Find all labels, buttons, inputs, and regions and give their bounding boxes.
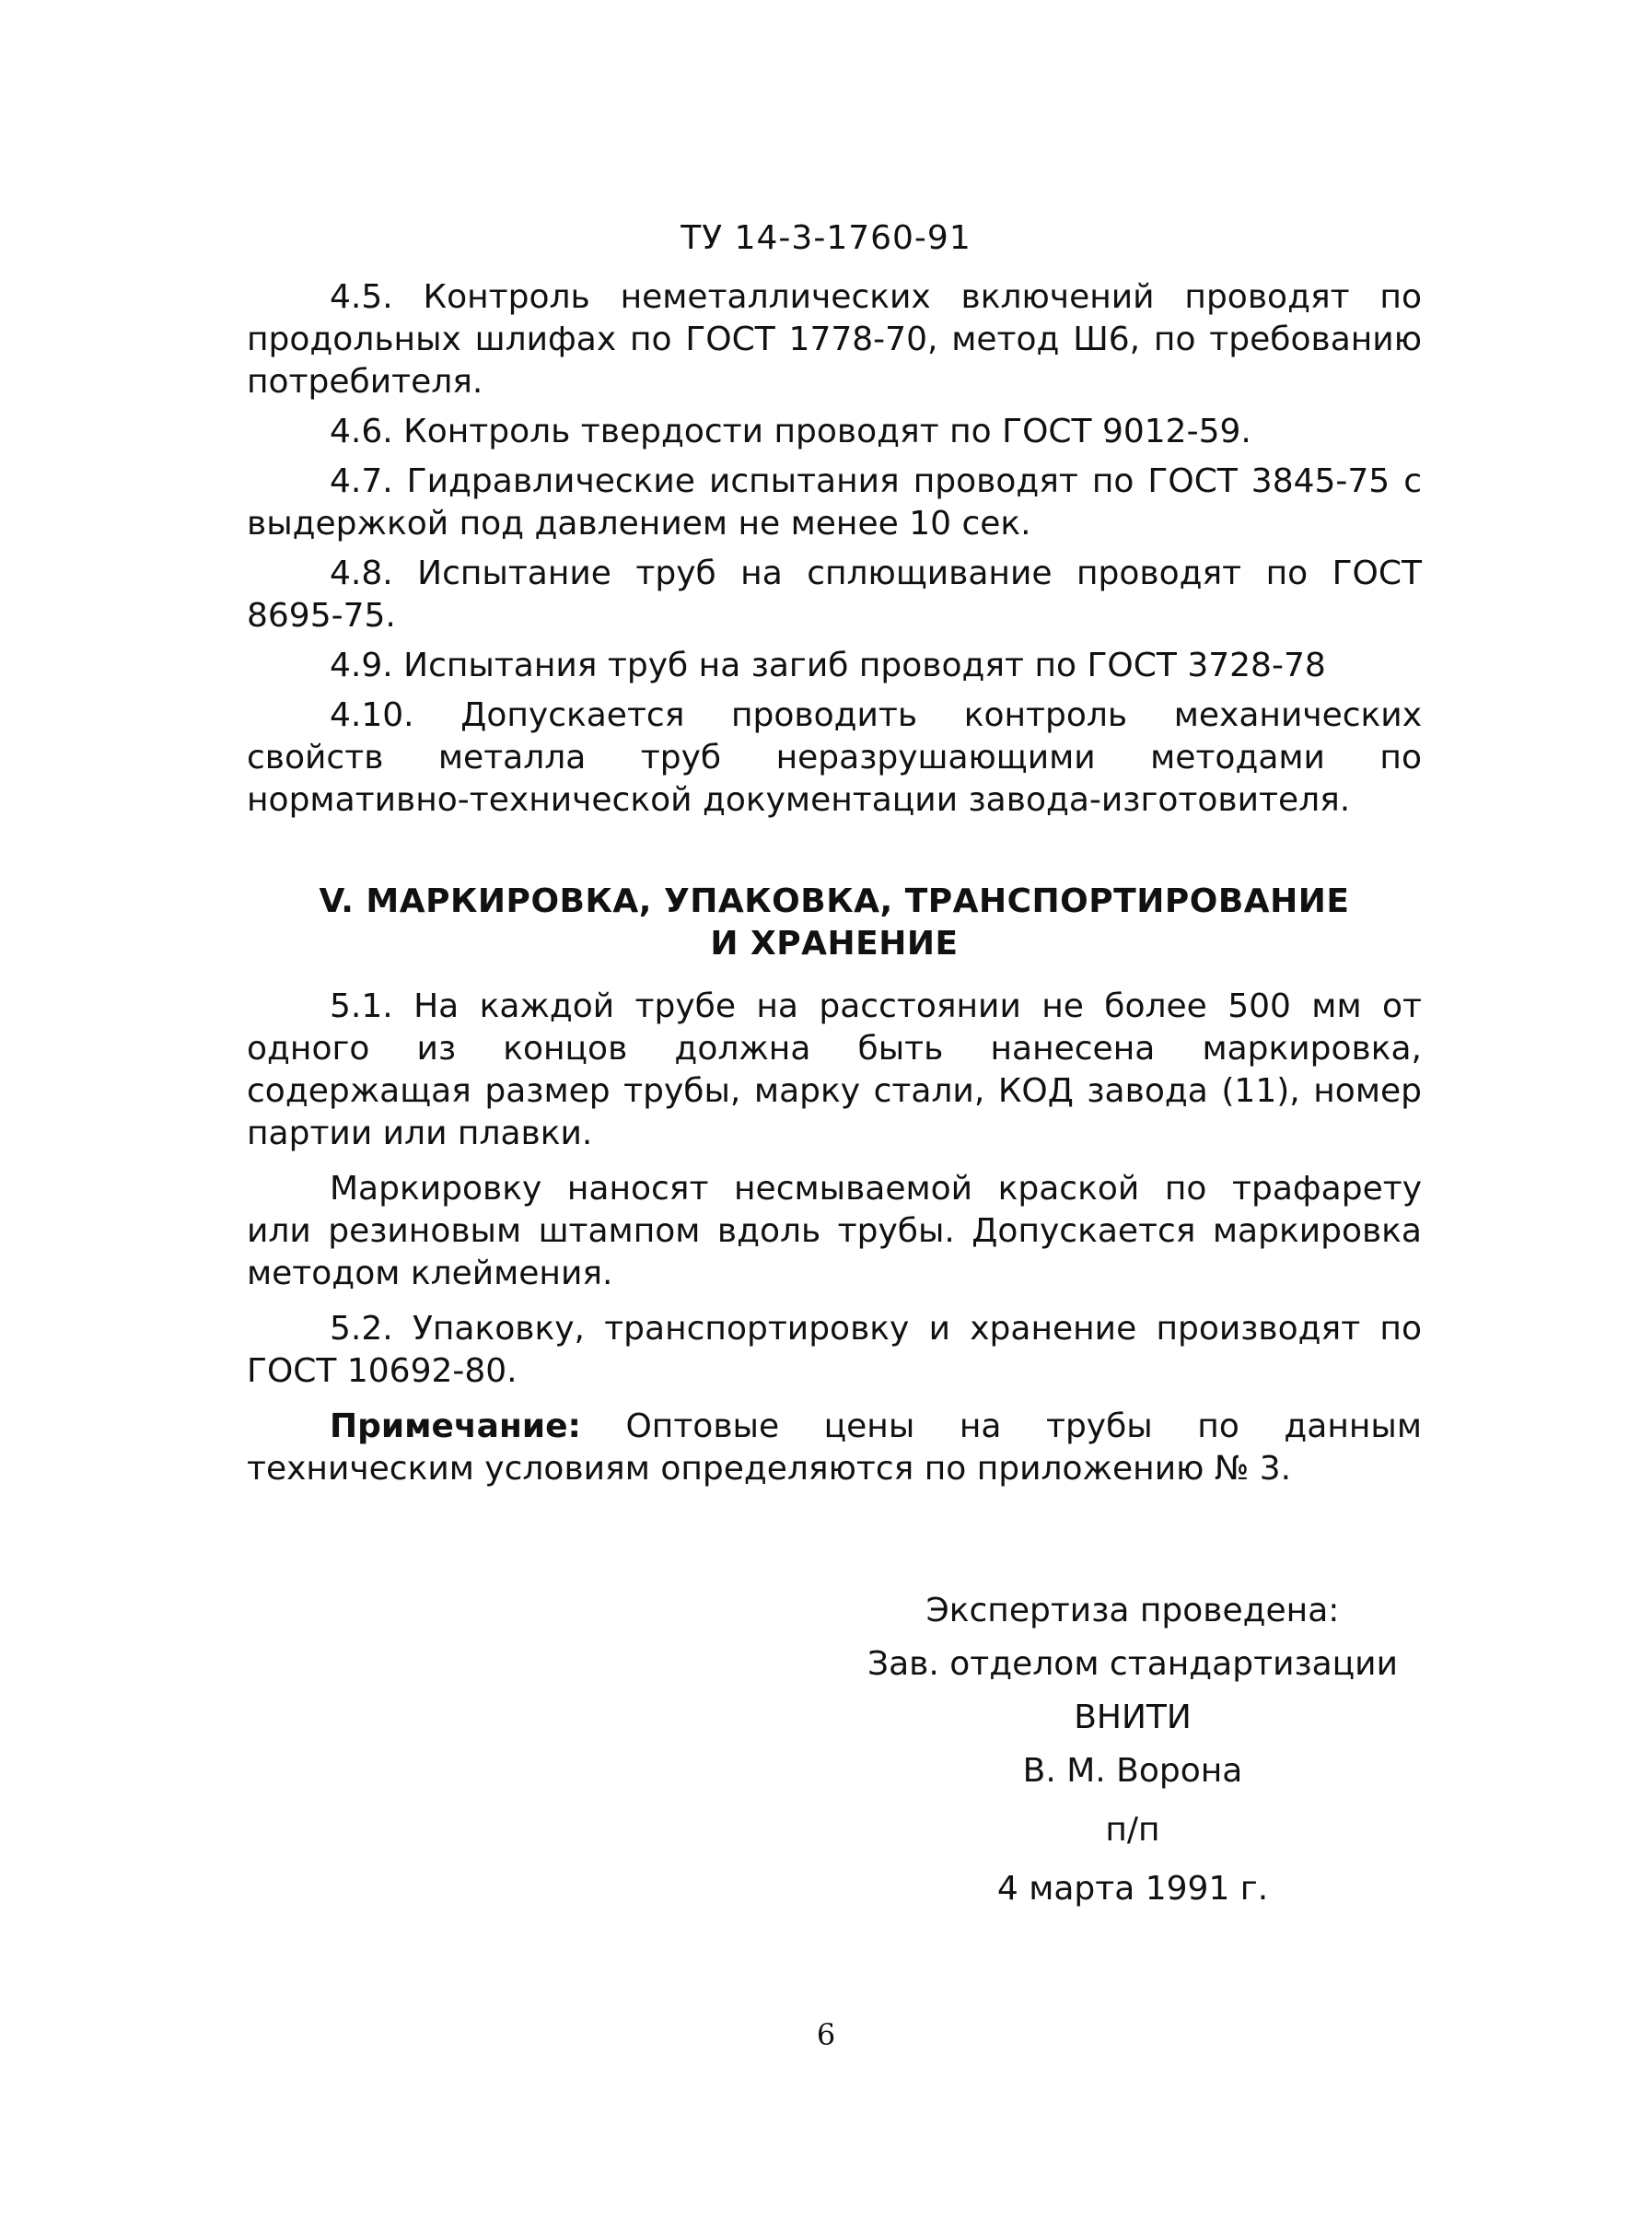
signature-line-signed: п/п [1105, 1811, 1160, 1849]
section-5-title [247, 881, 1422, 965]
note-text: Оптовые цены на трубы по данным техническим условиям определяются по приложению № 3. [247, 1407, 1422, 1488]
page-number: 6 [816, 2017, 836, 2052]
signature-line-name: В. М. Ворона [1022, 1752, 1243, 1790]
paragraph-5-2: 5.2. Упаковку, транспортировку и хранение производят по ГОСТ 10692-80. [247, 1310, 1422, 1390]
note-paragraph [247, 1406, 1422, 1490]
signature-line-date: 4 марта 1991 г. [996, 1870, 1269, 1908]
note-label: Примечание: [330, 1407, 581, 1445]
signature-line-expertise: Экспертиза проведена: [925, 1592, 1340, 1629]
paragraph-4-10: 4.10. Допускается проводить контроль механических свойств металла труб неразрушающими методами по нормативно-технической документации завода-изготовителя. [247, 696, 1422, 819]
paragraph-5-1: 5.1. На каждой трубе на расстоянии не более 500 мм от одного из концов должна быть нанесена маркировка, содержащая размер трубы, марку стали, КОД завода (11), номер партии или плавки. [247, 987, 1422, 1152]
paragraph-4-5: 4.5. Контроль неметаллических включений проводят по продольных шлифах по ГОСТ 1778-70, метод Ш6, по требованию потребителя. [247, 278, 1422, 401]
section-5-title-line-1: V. МАРКИРОВКА, УПАКОВКА, ТРАНСПОРТИРОВАНИЕ [319, 882, 1350, 920]
section-5-title-line-2: И ХРАНЕНИЕ [710, 925, 959, 963]
paragraph-marking: Маркировку наносят несмываемой краской по трафарету или резиновым штампом вдоль трубы. Допускается маркировка методом клеймения. [247, 1170, 1422, 1292]
paragraph-4-9: 4.9. Испытания труб на загиб проводят по ГОСТ 3728-78 [330, 647, 1326, 684]
signature-line-organization: ВНИТИ [1074, 1699, 1192, 1736]
paragraph-4-8: 4.8. Испытание труб на сплющивание проводят по ГОСТ 8695-75. [247, 555, 1422, 635]
expertise-signature-block [847, 1584, 1418, 1916]
document-header: ТУ 14-3-1760-91 [681, 219, 971, 257]
section-4-items [247, 276, 1422, 822]
section-5-items [247, 986, 1422, 1490]
signature-line-position: Зав. отделом стандартизации [867, 1645, 1398, 1683]
paragraph-4-6: 4.6. Контроль твердости проводят по ГОСТ 9012-59. [330, 413, 1251, 450]
paragraph-4-7: 4.7. Гидравлические испытания проводят по ГОСТ 3845-75 с выдержкой под давлением не менее 10 сек. [247, 462, 1422, 543]
